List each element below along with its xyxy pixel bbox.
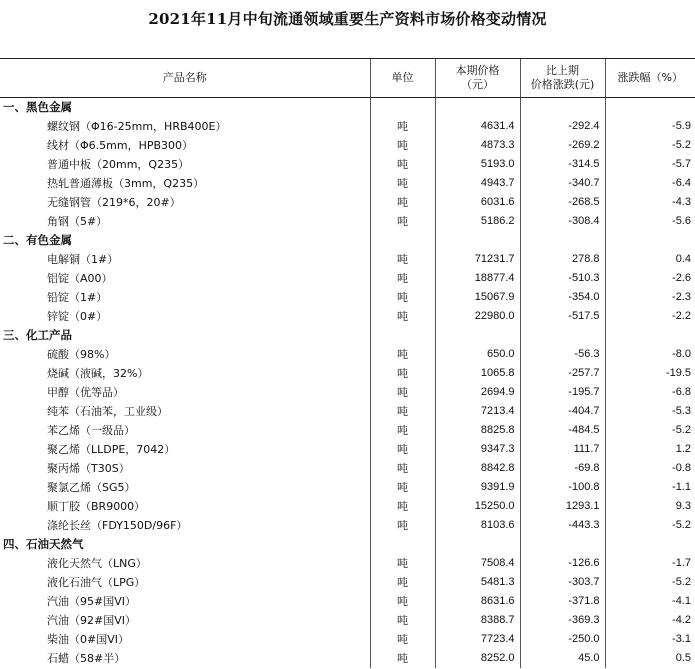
price-change: 1293.1 xyxy=(520,497,605,516)
price-change: 278.8 xyxy=(520,250,605,269)
table-row xyxy=(0,136,695,155)
product-name: 电解铜（1#） xyxy=(47,253,119,266)
product-name: 无缝钢管（219*6，20#） xyxy=(47,196,181,209)
current-price: 9391.9 xyxy=(435,478,520,497)
table-row xyxy=(0,155,695,174)
change-percent: -4.2 xyxy=(605,611,695,630)
price-change: -510.3 xyxy=(520,269,605,288)
change-percent: -1.7 xyxy=(605,554,695,573)
change-percent: -5.3 xyxy=(605,402,695,421)
current-price: 8842.8 xyxy=(435,459,520,478)
price-change: -303.7 xyxy=(520,573,605,592)
unit-cell: 吨 xyxy=(370,402,435,421)
category-name: 二、有色金属 xyxy=(3,233,72,247)
table-row xyxy=(0,212,695,231)
current-price: 4943.7 xyxy=(435,174,520,193)
product-name: 硫酸（98%） xyxy=(47,348,116,361)
table-row xyxy=(0,269,695,288)
product-name: 普通中板（20mm，Q235） xyxy=(47,158,190,171)
change-percent: 9.3 xyxy=(605,497,695,516)
price-change: -443.3 xyxy=(520,516,605,535)
current-price: 8631.6 xyxy=(435,592,520,611)
table-row xyxy=(0,440,695,459)
change-percent: -5.2 xyxy=(605,516,695,535)
product-name: 聚丙烯（T30S） xyxy=(47,462,130,475)
category-empty-cell xyxy=(370,98,435,118)
unit-cell: 吨 xyxy=(370,212,435,231)
unit-cell: 吨 xyxy=(370,421,435,440)
change-percent: -4.3 xyxy=(605,193,695,212)
current-price: 18877.4 xyxy=(435,269,520,288)
category-empty-cell xyxy=(435,231,520,250)
current-price: 22980.0 xyxy=(435,307,520,326)
price-change: -69.8 xyxy=(520,459,605,478)
category-empty-cell xyxy=(605,98,695,118)
table-row xyxy=(0,193,695,212)
unit-cell: 吨 xyxy=(370,383,435,402)
unit-cell: 吨 xyxy=(370,250,435,269)
category-row xyxy=(0,326,695,345)
header-unit: 单位 xyxy=(370,59,435,98)
category-name: 一、黑色金属 xyxy=(3,100,72,114)
header-price-change-line2: 价格涨跌(元) xyxy=(530,78,595,91)
price-change: -56.3 xyxy=(520,345,605,364)
current-price: 4631.4 xyxy=(435,117,520,136)
table-row xyxy=(0,307,695,326)
table-row xyxy=(0,497,695,516)
category-row xyxy=(0,98,695,118)
product-name: 液化天然气（LNG） xyxy=(47,557,147,570)
table-row xyxy=(0,383,695,402)
product-name: 铝锭（A00） xyxy=(47,272,113,285)
table-row xyxy=(0,459,695,478)
unit-cell: 吨 xyxy=(370,611,435,630)
product-name: 甲醇（优等品） xyxy=(47,386,124,399)
product-name: 铅锭（1#） xyxy=(47,291,108,304)
table-row xyxy=(0,402,695,421)
product-name: 锌锭（0#） xyxy=(47,310,108,323)
price-change: -369.3 xyxy=(520,611,605,630)
current-price: 7213.4 xyxy=(435,402,520,421)
header-price-change-line1: 比上期 xyxy=(546,64,579,77)
unit-cell: 吨 xyxy=(370,497,435,516)
unit-cell: 吨 xyxy=(370,440,435,459)
table-row xyxy=(0,288,695,307)
current-price: 71231.7 xyxy=(435,250,520,269)
change-percent: -5.6 xyxy=(605,212,695,231)
current-price: 2694.9 xyxy=(435,383,520,402)
current-price: 9347.3 xyxy=(435,440,520,459)
unit-cell: 吨 xyxy=(370,573,435,592)
change-percent: -5.2 xyxy=(605,421,695,440)
category-row xyxy=(0,231,695,250)
header-current-price xyxy=(435,59,520,98)
current-price: 7723.4 xyxy=(435,630,520,649)
current-price: 8825.8 xyxy=(435,421,520,440)
price-change: -126.6 xyxy=(520,554,605,573)
unit-cell: 吨 xyxy=(370,307,435,326)
table-row xyxy=(0,630,695,649)
current-price: 7508.4 xyxy=(435,554,520,573)
price-change: 45.0 xyxy=(520,649,605,668)
product-name: 螺纹钢（Φ16-25mm，HRB400E） xyxy=(47,120,227,133)
current-price: 650.0 xyxy=(435,345,520,364)
product-name: 汽油（95#国VI） xyxy=(47,595,136,608)
unit-cell: 吨 xyxy=(370,554,435,573)
table-row xyxy=(0,573,695,592)
table-row xyxy=(0,649,695,668)
category-empty-cell xyxy=(370,231,435,250)
unit-cell: 吨 xyxy=(370,288,435,307)
price-change: -195.7 xyxy=(520,383,605,402)
product-name: 聚乙烯（LLDPE，7042） xyxy=(47,443,176,456)
category-name: 四、石油天然气 xyxy=(3,537,84,551)
price-change: -484.5 xyxy=(520,421,605,440)
current-price: 15250.0 xyxy=(435,497,520,516)
table-row xyxy=(0,592,695,611)
product-name: 热轧普通薄板（3mm，Q235） xyxy=(47,177,205,190)
current-price: 5186.2 xyxy=(435,212,520,231)
table-row xyxy=(0,174,695,193)
category-empty-cell xyxy=(370,326,435,345)
category-empty-cell xyxy=(605,535,695,554)
change-percent: -2.6 xyxy=(605,269,695,288)
current-price: 15067.9 xyxy=(435,288,520,307)
product-name: 烧碱（液碱，32%） xyxy=(47,367,149,380)
change-percent: 0.5 xyxy=(605,649,695,668)
change-percent: -2.3 xyxy=(605,288,695,307)
table-row xyxy=(0,478,695,497)
current-price: 8103.6 xyxy=(435,516,520,535)
category-empty-cell xyxy=(520,535,605,554)
price-change: -257.7 xyxy=(520,364,605,383)
header-current-price-line1: 本期价格 xyxy=(455,64,500,77)
current-price: 4873.3 xyxy=(435,136,520,155)
product-name: 顺丁胶（BR9000） xyxy=(47,500,146,513)
category-empty-cell xyxy=(435,535,520,554)
unit-cell: 吨 xyxy=(370,630,435,649)
unit-cell: 吨 xyxy=(370,364,435,383)
unit-cell: 吨 xyxy=(370,155,435,174)
unit-cell: 吨 xyxy=(370,174,435,193)
unit-cell: 吨 xyxy=(370,478,435,497)
price-table xyxy=(0,58,695,668)
change-percent: -1.1 xyxy=(605,478,695,497)
unit-cell: 吨 xyxy=(370,117,435,136)
price-change: -308.4 xyxy=(520,212,605,231)
category-empty-cell xyxy=(370,535,435,554)
change-percent: -2.2 xyxy=(605,307,695,326)
current-price: 5193.0 xyxy=(435,155,520,174)
header-change-percent: 涨跌幅（%） xyxy=(605,59,695,98)
table-row xyxy=(0,421,695,440)
product-name: 液化石油气（LPG） xyxy=(47,576,146,589)
price-change: -517.5 xyxy=(520,307,605,326)
current-price: 5481.3 xyxy=(435,573,520,592)
unit-cell: 吨 xyxy=(370,269,435,288)
product-name: 涤纶长丝（FDY150D/96F） xyxy=(47,519,188,532)
page-title: 2021年11月中旬流通领域重要生产资料市场价格变动情况 xyxy=(148,10,547,28)
change-percent: -5.2 xyxy=(605,136,695,155)
price-change: -268.5 xyxy=(520,193,605,212)
change-percent: -19.5 xyxy=(605,364,695,383)
product-name: 苯乙烯（一级品） xyxy=(47,424,135,437)
price-change: -250.0 xyxy=(520,630,605,649)
category-empty-cell xyxy=(605,231,695,250)
product-name: 线材（Φ6.5mm，HPB300） xyxy=(47,139,194,152)
price-change: -269.2 xyxy=(520,136,605,155)
change-percent: -6.4 xyxy=(605,174,695,193)
unit-cell: 吨 xyxy=(370,136,435,155)
table-row xyxy=(0,345,695,364)
unit-cell: 吨 xyxy=(370,649,435,668)
category-name: 三、化工产品 xyxy=(3,328,72,342)
change-percent: -0.8 xyxy=(605,459,695,478)
category-empty-cell xyxy=(520,326,605,345)
current-price: 1065.8 xyxy=(435,364,520,383)
unit-cell: 吨 xyxy=(370,516,435,535)
change-percent: -5.9 xyxy=(605,117,695,136)
price-change: -314.5 xyxy=(520,155,605,174)
price-change: -100.8 xyxy=(520,478,605,497)
category-empty-cell xyxy=(520,98,605,118)
price-change: -404.7 xyxy=(520,402,605,421)
category-empty-cell xyxy=(520,231,605,250)
product-name: 聚氯乙烯（SG5） xyxy=(47,481,136,494)
product-name: 角钢（5#） xyxy=(47,215,108,228)
product-name: 汽油（92#国VI） xyxy=(47,614,136,627)
table-row xyxy=(0,516,695,535)
table-body xyxy=(0,98,695,669)
change-percent: -6.8 xyxy=(605,383,695,402)
current-price: 8252.0 xyxy=(435,649,520,668)
header-price-change xyxy=(520,59,605,98)
change-percent: -3.1 xyxy=(605,630,695,649)
product-name: 纯苯（石油苯，工业级） xyxy=(47,405,168,418)
price-change: -292.4 xyxy=(520,117,605,136)
category-empty-cell xyxy=(435,98,520,118)
table-row xyxy=(0,117,695,136)
price-change: -354.0 xyxy=(520,288,605,307)
table-row xyxy=(0,554,695,573)
unit-cell: 吨 xyxy=(370,193,435,212)
change-percent: 1.2 xyxy=(605,440,695,459)
category-row xyxy=(0,535,695,554)
current-price: 8388.7 xyxy=(435,611,520,630)
header-current-price-line2: （元） xyxy=(461,78,494,91)
table-row xyxy=(0,611,695,630)
price-change: 111.7 xyxy=(520,440,605,459)
change-percent: -5.7 xyxy=(605,155,695,174)
category-empty-cell xyxy=(605,326,695,345)
change-percent: 0.4 xyxy=(605,250,695,269)
change-percent: -5.2 xyxy=(605,573,695,592)
table-row xyxy=(0,364,695,383)
category-empty-cell xyxy=(435,326,520,345)
unit-cell: 吨 xyxy=(370,345,435,364)
table-row xyxy=(0,250,695,269)
header-product-name: 产品名称 xyxy=(0,59,370,98)
change-percent: -4.1 xyxy=(605,592,695,611)
price-change: -340.7 xyxy=(520,174,605,193)
product-name: 石蜡（58#半） xyxy=(47,652,126,665)
table-header-row xyxy=(0,59,695,98)
unit-cell: 吨 xyxy=(370,592,435,611)
change-percent: -8.0 xyxy=(605,345,695,364)
current-price: 6031.6 xyxy=(435,193,520,212)
product-name: 柴油（0#国VI） xyxy=(47,633,129,646)
price-change: -371.8 xyxy=(520,592,605,611)
unit-cell: 吨 xyxy=(370,459,435,478)
